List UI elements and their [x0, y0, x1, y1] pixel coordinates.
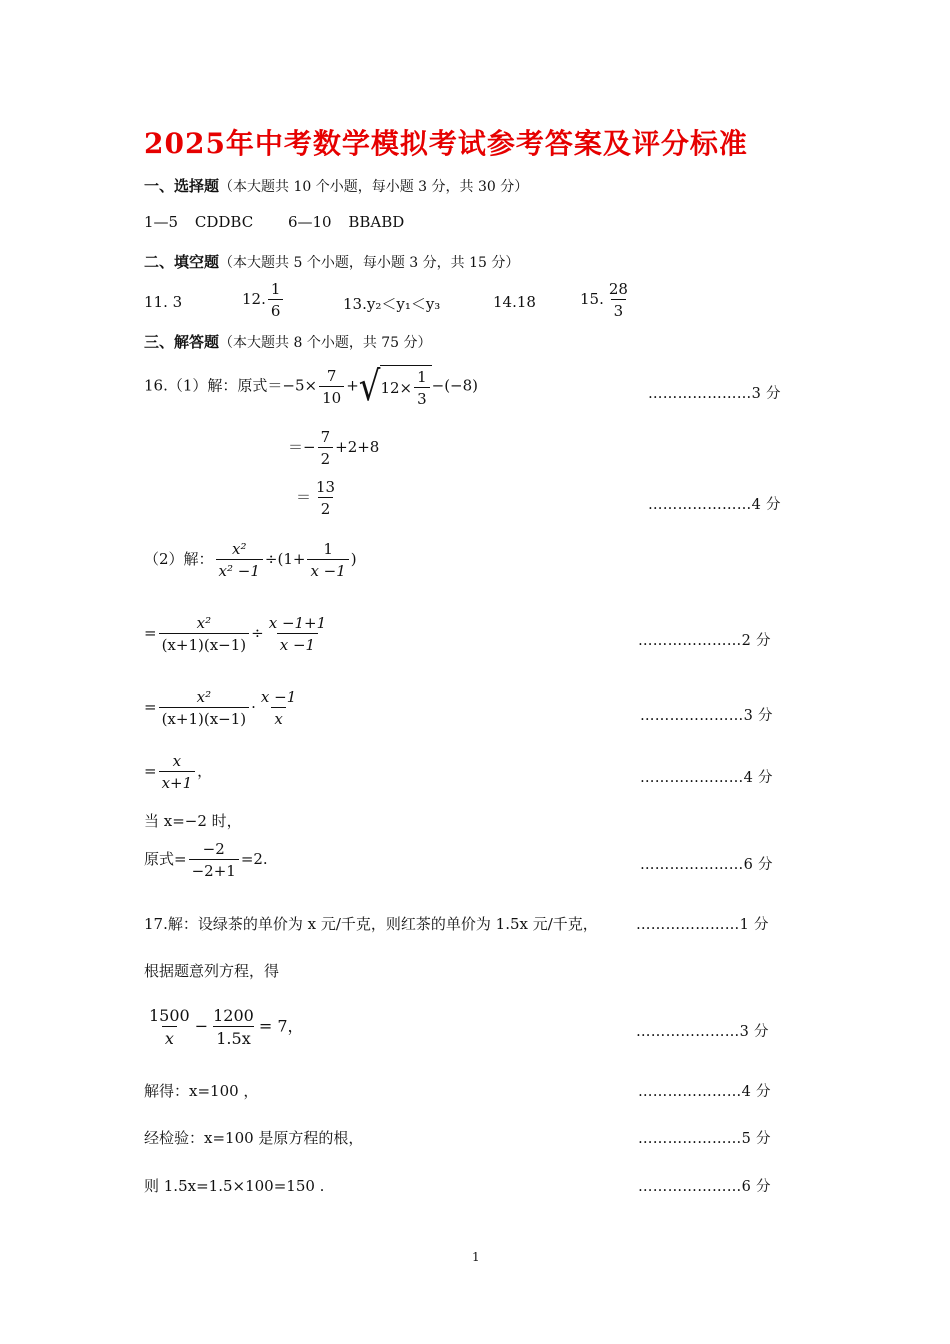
section-solve-heading: [144, 331, 432, 352]
q16-label: 16.（1）解：原式＝−5×: [144, 376, 318, 395]
q16-part2-line1: （2）解： $\frac{\text{x²}}{\text{x² −1}}$ ÷(1+ $\frac{1}{x -1}$ ): [144, 540, 357, 580]
q12-label: 12.: [242, 290, 266, 308]
q17-line1: 17.解：设绿茶的单价为 x 元/千克，则红茶的单价为 1.5x 元/千克，: [144, 915, 598, 933]
q16-part2-line2: = $\frac{\text{x²}}{(x+1)(x-1)}$ ÷ $\frac{x -1+1}{x -1}$: [144, 614, 327, 654]
q16-part1-line3: ＝ $\frac{13}{2}$: [296, 478, 336, 518]
score-16b: …………………4 分: [648, 497, 781, 513]
choice-answers-b: BBABD: [348, 213, 405, 231]
section-note: （本大题共 8 个小题，共 75 分）: [219, 335, 432, 351]
q12-fraction: $\frac{1}{6}$: [268, 280, 284, 320]
q15-fraction: $\frac{28}{3}$: [608, 280, 628, 320]
fill-q15: [580, 280, 633, 320]
q16-final: 原式= $\frac{-2}{-2+1}$ =2.: [144, 840, 268, 880]
section-label: 二、填空题: [144, 253, 220, 271]
choice-range-a: 1—5: [144, 213, 179, 231]
sqrt-expression: √ 12× $\frac{1}{3}$: [359, 365, 432, 408]
choice-answers-a: CDDBC: [194, 213, 254, 231]
fill-q12: [242, 280, 285, 320]
choice-range-b: 6—10: [287, 213, 332, 231]
score-17e: …………………6 分: [638, 1179, 771, 1195]
score-17a: …………………1 分: [636, 917, 769, 933]
score-2b: …………………3 分: [640, 708, 773, 724]
q17-line5: 则 1.5x=1.5×100=150 .: [144, 1177, 325, 1195]
q17-equation: $\frac{1500}{x}$ − $\frac{1200}{1.5x}$ = 7，: [149, 1006, 304, 1048]
score-17b: …………………3 分: [636, 1024, 769, 1040]
q16-part1-line2: ＝− $\frac{7}{2}$ +2+8: [288, 428, 380, 468]
fill-q14: 14.18: [493, 293, 536, 311]
section-fill-heading: [144, 251, 519, 272]
score-2a: …………………2 分: [638, 633, 771, 649]
q16-part2-line4: = $\frac{x}{x+1}$ ，: [144, 752, 213, 792]
section-note: （本大题共 5 个小题，每小题 3 分，共 15 分）: [219, 255, 520, 271]
fill-q13: 13.y₂＜y₁＜y₃: [343, 295, 441, 313]
score-2c: …………………4 分: [640, 770, 773, 786]
page-title: 2025年中考数学模拟考试参考答案及评分标准: [144, 127, 748, 160]
q17-line4: 经检验：x=100 是原方程的根，: [144, 1129, 364, 1147]
score-16a: …………………3 分: [648, 386, 781, 402]
q15-label: 15.: [580, 290, 604, 308]
fill-q11: 11. 3: [144, 293, 183, 311]
section-label: 三、解答题: [144, 333, 220, 351]
score-17c: …………………4 分: [638, 1084, 771, 1100]
fraction: $\frac{7}{10}$: [319, 367, 344, 407]
page-number: 1: [472, 1250, 480, 1264]
q16-part2-line3: = $\frac{\text{x²}}{(x+1)(x-1)}$ · $\frac{x -1}{x}$: [144, 688, 297, 728]
section-label: 一、选择题: [144, 177, 220, 195]
q16-when: 当 x=−2 时，: [144, 812, 242, 830]
score-17d: …………………5 分: [638, 1131, 771, 1147]
q16-part1-line1: 16.（1）解：原式＝−5× $\frac{7}{10}$ + √ 12× $\frac{1}{3}$ −(−8): [144, 362, 479, 411]
section-choice-heading: [144, 175, 528, 196]
section-note: （本大题共 10 个小题，每小题 3 分，共 30 分）: [219, 179, 529, 195]
score-2d: …………………6 分: [640, 857, 773, 873]
choice-answers: [144, 213, 404, 231]
q17-line3: 解得：x=100 ，: [144, 1082, 259, 1100]
q17-line2: 根据题意列方程，得: [144, 962, 280, 980]
